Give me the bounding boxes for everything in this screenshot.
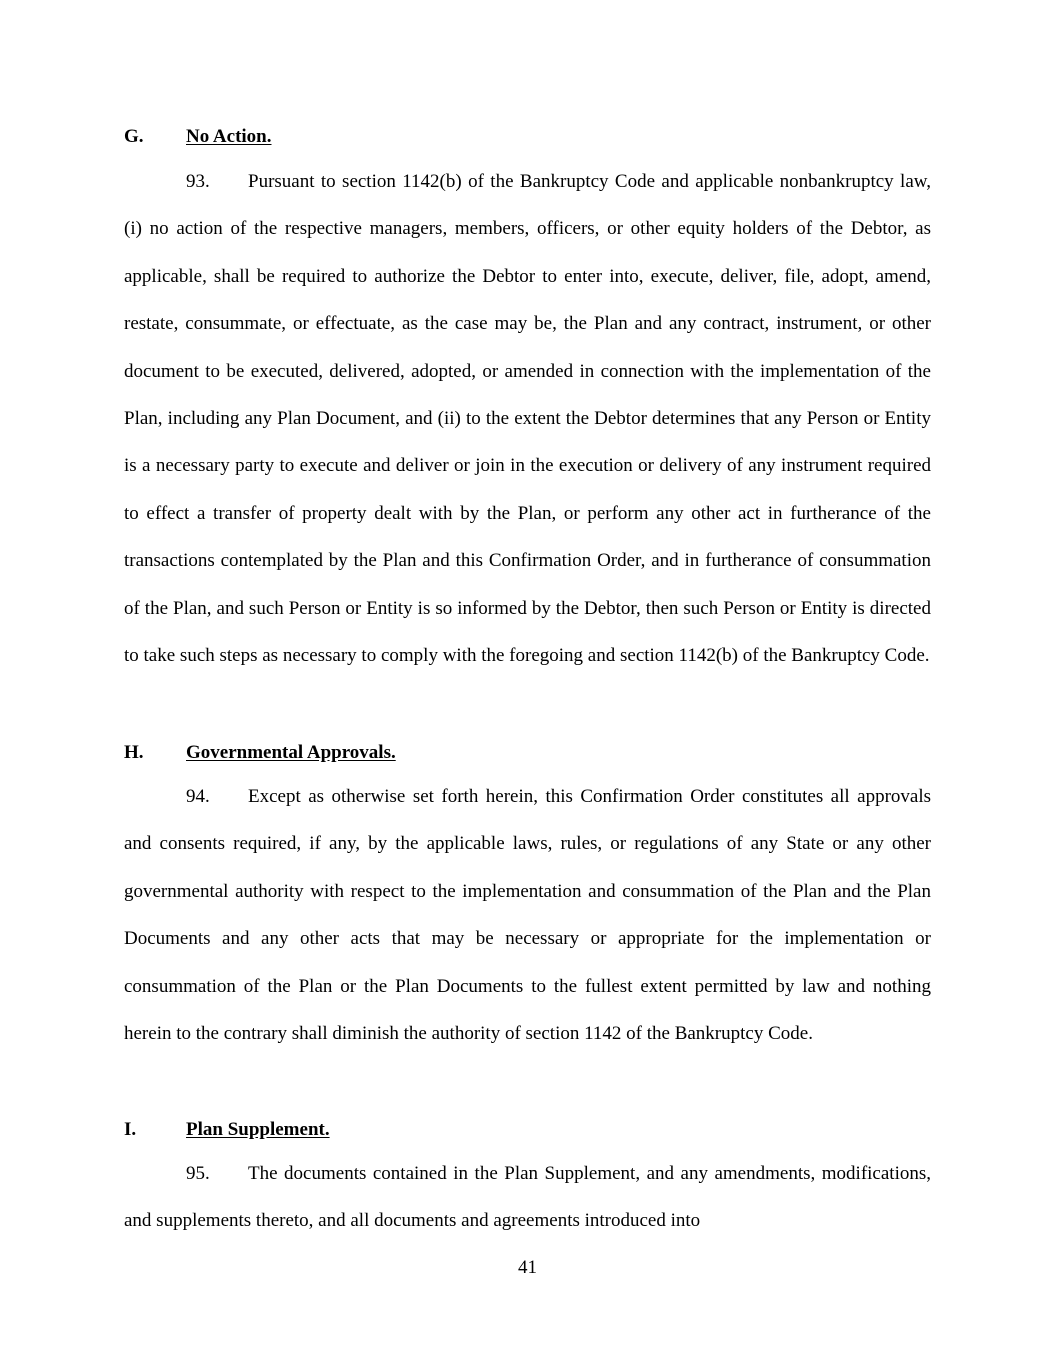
paragraph-93-number: 93.: [186, 171, 210, 192]
section-h-title: Governmental Approvals.: [186, 742, 396, 763]
paragraph-94-number: 94.: [186, 786, 210, 807]
section-g-title: No Action.: [186, 126, 272, 147]
section-g-letter: G.: [124, 126, 144, 147]
section-i-letter: I.: [124, 1119, 137, 1140]
paragraph-95-number: 95.: [186, 1163, 210, 1184]
section-h-letter: H.: [124, 742, 144, 763]
section-i-title: Plan Supplement.: [186, 1119, 330, 1140]
paragraph-95-text: The documents contained in the Plan Supplement, and any amendments, modifications, and supplements thereto, and all documents and agreements introduced into: [124, 1163, 931, 1232]
paragraph-94-text: Except as otherwise set forth herein, this Confirmation Order constitutes all approvals and consents required, if any, by the applicable laws, rules, or regulations of any State or any other governmental authority with respect to the implementation and consummation of the Plan and the Plan Documents and any other acts that may be necessary or appropriate for the implementation or consummation of the Plan or the Plan Documents to the fullest extent permitted by law and nothing herein to the contrary shall diminish the authority of section 1142 of the Bankruptcy Code.: [124, 786, 931, 1045]
paragraph-94: [124, 773, 931, 1057]
section-g-heading: [124, 125, 272, 149]
section-h-heading: [124, 741, 396, 765]
paragraph-95: [124, 1150, 931, 1245]
section-i-heading: [124, 1118, 330, 1142]
page-number: 41: [518, 1257, 537, 1278]
paragraph-93: [124, 158, 931, 679]
paragraph-93-text: Pursuant to section 1142(b) of the Bankruptcy Code and applicable nonbankruptcy law, (i) no action of the respective managers, members, officers, or other equity holders of the Debtor, as applicable, shall be required to authorize the Debtor to enter into, execute, deliver, file, adopt, amend, restate, consummate, or effectuate, as the case may be, the Plan and any contract, instrument, or other document to be executed, delivered, adopted, or amended in connection with the implementation of the Plan, including any Plan Document, and (ii) to the extent the Debtor determines that any Person or Entity is a necessary party to execute and deliver or join in the execution or delivery of any instrument required to effect a transfer of property dealt with by the Plan, or perform any other act in furtherance of the transactions contemplated by the Plan and this Confirmation Order, and in furtherance of consummation of the Plan, and such Person or Entity is so informed by the Debtor, then such Person or Entity is directed to take such steps as necessary to comply with the foregoing and section 1142(b) of the Bankruptcy Code.: [124, 171, 931, 667]
